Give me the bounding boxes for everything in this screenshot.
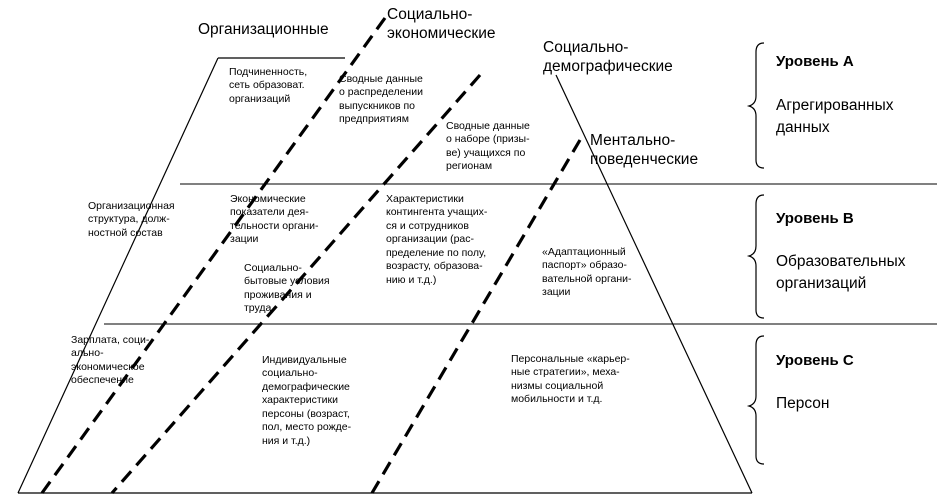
level-a-title: Уровень А bbox=[776, 53, 854, 70]
header-organizational: Организационные bbox=[198, 21, 329, 38]
cell-b-living-conditions: Социально- бытовые условия проживания и труда bbox=[244, 262, 330, 315]
cell-c-mental: Персональные «карьер- ные стратегии», меха- низмы социальной мобильности и т.д. bbox=[511, 353, 630, 406]
cell-c-organizational: Зарплата, соци- ально- экономическое обеспечение bbox=[71, 334, 150, 387]
level-b-title: Уровень В bbox=[776, 210, 854, 227]
cell-c-sociodemographic: Индивидуальные социально- демографические характеристики персоны (возраст, пол, место рожде- ния и т.д.) bbox=[262, 354, 352, 447]
cell-b-economic: Экономические показатели дея- тельности органи- зации bbox=[230, 193, 319, 246]
cell-a-sociodemographic: Сводные данные о наборе (призы- ве) учащихся по регионам bbox=[446, 120, 530, 173]
header-socioeconomic: Социально- экономические bbox=[387, 6, 496, 43]
brace-level-b bbox=[749, 195, 764, 318]
cell-a-socioeconomic: Сводные данные о распределении выпускников по предприятиям bbox=[339, 73, 423, 126]
level-b-subtitle: Образовательных организаций bbox=[776, 253, 906, 293]
header-mental: Ментально- поведенческие bbox=[590, 132, 699, 169]
cell-b-organizational: Организационная структура, долж- ностной состав bbox=[88, 200, 175, 239]
cell-a-organizational: Подчиненность, сеть образоват. организаций bbox=[229, 66, 308, 105]
pyramid-left-edge bbox=[18, 58, 218, 493]
level-a-subtitle: Агрегированных данных bbox=[776, 97, 894, 137]
cell-b-mental: «Адаптационный паспорт» образо- вательной органи- зации bbox=[542, 246, 632, 299]
level-braces bbox=[749, 43, 764, 464]
cell-b-sociodemographic: Характеристики контингента учащих- ся и сотрудников организации (рас- пределение по полу, возрасту, образова- нию и т.д.) bbox=[386, 193, 488, 286]
level-c-title: Уровень С bbox=[776, 352, 854, 369]
brace-level-a bbox=[749, 43, 764, 168]
header-sociodemographic: Социально- демографические bbox=[543, 39, 673, 76]
level-c-subtitle: Персон bbox=[776, 395, 830, 412]
brace-level-c bbox=[749, 336, 764, 464]
